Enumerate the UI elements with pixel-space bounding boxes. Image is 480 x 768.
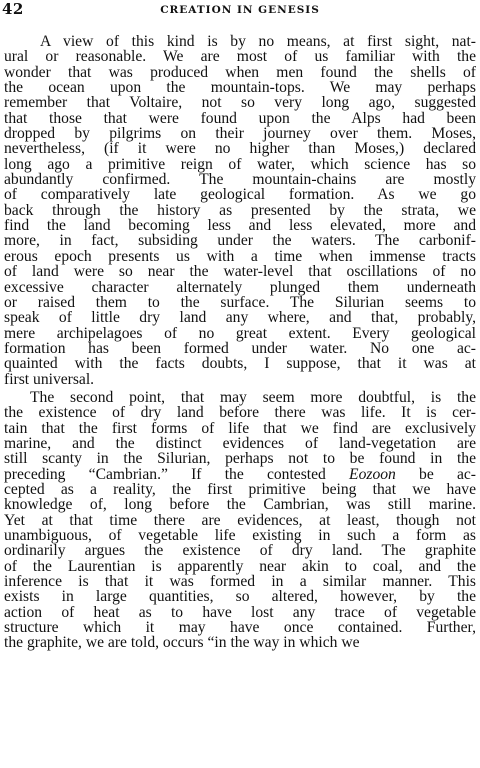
text-line: preceding “Cambrian.” If the contested Eozoon be ac- [4, 465, 476, 483]
text-line: still scanty in the Silurian, perhaps not to be found in the [4, 450, 476, 468]
text-line: action of heat as to have lost any trace of vegetable [4, 603, 476, 621]
text-line: of the Laurentian is apparently near akin to coal, and the [4, 557, 476, 575]
text-line: nevertheless, (if it were no higher than Moses,) declared [4, 140, 476, 158]
text-line: the graphite, we are told, occurs “in the way in which we [4, 634, 360, 652]
text-line: A view of this kind is by no means, at first sight, nat- [40, 33, 476, 50]
text-line: long ago a primitive reign of water, which science has so [4, 155, 476, 173]
text-line: tain that the first forms of life that we find are exclusively [4, 419, 476, 437]
text-line: excessive character alternately plunged them underneath [4, 278, 476, 296]
text-line: speak of little dry land any where, and that, probably, [4, 309, 476, 327]
text-line: structure which it may have once contained. Further, [4, 619, 476, 637]
text-line: knowledge of, long before the Cambrian, was still marine. [4, 496, 476, 514]
text-line: marine, and the distinct evidences of land-vegetation are [4, 434, 476, 452]
text-line: ordinarily argues the existence of dry land. The graphite [4, 542, 476, 560]
text-line: The second point, that may seem more doubtful, is the [30, 388, 476, 406]
text-line: more, in fact, subsiding under the waters. The carbonif- [4, 232, 476, 250]
text-line: exists in large quantities, so altered, however, by the [4, 588, 476, 606]
text-line: wonder that was produced when men found the shells of [4, 63, 476, 81]
text-line: the existence of dry land before there was life. It is cer- [4, 404, 476, 422]
body-text [4, 34, 476, 651]
text-line: the ocean upon the mountain-tops. We may perhaps [4, 79, 476, 97]
text-line: back through the history as presented by the strata, we [4, 201, 476, 219]
text-line: unambiguous, of vegetable life existing in such a form as [4, 527, 476, 544]
text-line: quainted with the facts doubts, I suppose, that it was at [4, 355, 476, 373]
page-header [0, 0, 480, 22]
text-line: first universal. [4, 370, 95, 388]
text-line: remember that Voltaire, not so very long ago, suggested [4, 94, 476, 112]
text-line: Yet at that time there are evidences, at least, though not [4, 511, 476, 529]
text-line: cepted as a reality, the first primitive being that we have [4, 480, 476, 498]
text-line: dropped by pilgrims on their journey over them. Moses, [4, 125, 476, 143]
text-line: ural or reasonable. We are most of us familiar with the [4, 48, 476, 66]
text-line: find the land becoming less and less elevated, more and [4, 217, 476, 235]
text-line: formation has been formed under water. No one ac- [4, 339, 476, 357]
text-line: of land were so near the water-level that oscillations of no [4, 263, 476, 281]
line-continuation: be ac- [395, 465, 476, 483]
text-line: of comparatively late geological formation. As we go [4, 186, 476, 204]
text-line: mere archipelagoes of no great extent. Every geological [4, 324, 476, 342]
text-line: inference is that it was formed in a similar manner. This [4, 573, 476, 591]
page-number: 42 [2, 0, 24, 18]
text-line: erous epoch presents us with a time when immense tracts [4, 247, 476, 265]
text-line: that those that were found upon the Alps had been [4, 109, 476, 127]
paragraph-1 [4, 34, 476, 387]
running-head: CREATION IN GENESIS [160, 4, 320, 16]
text-line: or raised them to the surface. The Silurian seems to [4, 293, 476, 311]
text-line: abundantly confirmed. The mountain-chains are mostly [4, 171, 476, 189]
italic-term: Eozoon [349, 465, 396, 483]
paragraph-2 [4, 390, 476, 651]
